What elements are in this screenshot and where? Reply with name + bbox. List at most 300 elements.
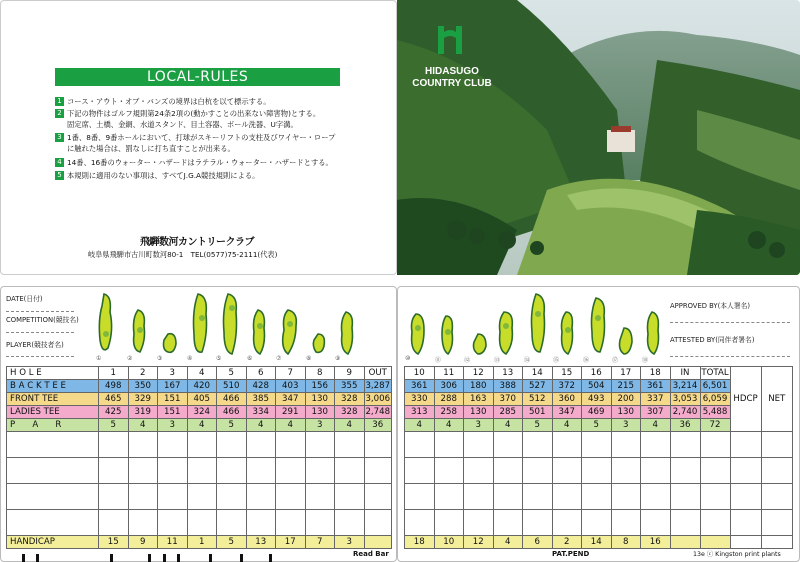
table-cell [523, 510, 553, 536]
table-cell: 403 [276, 380, 306, 393]
table-cell: FRONT TEE [7, 393, 99, 406]
player-line [6, 356, 74, 357]
table-cell [99, 484, 129, 510]
table-cell: 4 [128, 419, 158, 432]
table-cell [246, 510, 276, 536]
table-cell: 428 [246, 380, 276, 393]
hole-marker: ⑤ [216, 355, 222, 362]
table-cell [335, 458, 365, 484]
table-cell: 5 [582, 419, 612, 432]
club-name-line2: COUNTRY CLUB [412, 78, 492, 89]
table-cell: 527 [523, 380, 553, 393]
table-cell: 13 [493, 367, 523, 380]
table-cell [552, 510, 582, 536]
rule-item: 1 コース・アウト・オブ・バンズの境界は白杭を以て標示する。 [55, 97, 355, 107]
table-cell: 5 [99, 419, 129, 432]
table-cell [761, 484, 793, 510]
read-bar-mark [177, 554, 180, 562]
table-cell [187, 484, 217, 510]
table-cell: 4 [187, 367, 217, 380]
hole-marker: ④ [187, 355, 193, 362]
table-cell: 1 [99, 367, 129, 380]
table-cell [523, 458, 553, 484]
table-cell [187, 432, 217, 458]
table-cell [335, 484, 365, 510]
table-cell: 11 [434, 367, 464, 380]
handicap-row [7, 536, 392, 549]
table-cell [700, 484, 730, 510]
table-cell [7, 484, 99, 510]
table-cell: 4 [335, 419, 365, 432]
table-cell [305, 510, 335, 536]
table-cell: 329 [128, 393, 158, 406]
table-cell: 9 [335, 367, 365, 380]
rule-item-continuation: 固定席、土橋、金網、水道スタンド、目土容器、ボール洗器、U字溝。 [67, 120, 298, 129]
table-cell: 4 [493, 419, 523, 432]
table-cell: 4 [493, 536, 523, 549]
table-cell: HANDICAP [7, 536, 99, 549]
table-cell [434, 458, 464, 484]
table-cell: 4 [552, 419, 582, 432]
printer-credit: 13e ⓒ Kingston print plants [693, 551, 781, 558]
table-cell [670, 458, 700, 484]
table-cell [335, 510, 365, 536]
score-row [405, 510, 793, 536]
table-cell [670, 484, 700, 510]
table-cell: 5 [523, 419, 553, 432]
table-cell [493, 510, 523, 536]
hole-marker: ⑯ [583, 357, 590, 364]
table-cell: 288 [434, 393, 464, 406]
table-cell [611, 458, 641, 484]
table-cell: 163 [464, 393, 494, 406]
read-bar-mark [269, 554, 272, 562]
table-cell [158, 458, 188, 484]
hole-marker: ⑨ [335, 355, 341, 362]
table-cell [405, 484, 435, 510]
par-row [7, 419, 392, 432]
club-name-line1: HIDASUGO [425, 66, 479, 77]
table-cell [7, 458, 99, 484]
table-cell: 3,006 [365, 394, 391, 404]
table-cell: 2,740 [670, 406, 700, 419]
hole-marker: ⑦ [276, 355, 282, 362]
table-cell: 347 [552, 406, 582, 419]
table-cell: 420 [187, 380, 217, 393]
table-cell: 498 [99, 380, 129, 393]
table-cell [128, 432, 158, 458]
table-cell: 347 [276, 393, 306, 406]
table-cell [730, 484, 761, 510]
table-cell: 14 [582, 536, 612, 549]
table-cell: 360 [552, 393, 582, 406]
table-cell: 466 [217, 393, 247, 406]
table-cell: LADIES TEE [7, 406, 99, 419]
front-tee-row [7, 393, 392, 406]
table-cell [582, 458, 612, 484]
table-cell: 14 [523, 367, 553, 380]
table-cell [7, 432, 99, 458]
rule-item: 3 1番、8番、9番ホールにおいて、打球がスキーリフトの支柱及びワイヤー・ロープ [55, 133, 355, 143]
table-cell [761, 432, 793, 458]
table-cell: 16 [641, 536, 671, 549]
table-cell [246, 458, 276, 484]
table-cell: 3 [464, 419, 494, 432]
table-cell [276, 432, 306, 458]
table-cell: 469 [582, 406, 612, 419]
table-cell: 2,748 [365, 407, 391, 417]
hdcp-header: HDCP [730, 367, 761, 432]
hole-marker: ⑭ [524, 357, 531, 364]
table-cell [434, 432, 464, 458]
hole-marker: ⑬ [494, 357, 501, 364]
table-cell [364, 432, 392, 458]
table-cell [405, 510, 435, 536]
table-cell: 465 [99, 393, 129, 406]
table-cell: 512 [523, 393, 553, 406]
rule-item: 5 本規則に適用のない事項は、すべてJ.G.A競技規則による。 [55, 171, 355, 181]
table-cell: 167 [158, 380, 188, 393]
table-cell: 4 [187, 419, 217, 432]
table-cell: 130 [305, 393, 335, 406]
table-cell: 4 [405, 419, 435, 432]
table-cell: 4 [246, 419, 276, 432]
table-cell [641, 458, 671, 484]
table-cell: 306 [434, 380, 464, 393]
table-cell [582, 432, 612, 458]
read-bar-mark [110, 554, 113, 562]
score-row [405, 458, 793, 484]
table-cell: 36 [364, 419, 392, 432]
attested-line [670, 356, 790, 357]
local-rules-title: LOCAL-RULES [55, 68, 340, 86]
table-cell [552, 484, 582, 510]
hole-marker: ⑪ [435, 357, 442, 364]
hole-marker: ⑫ [464, 357, 471, 364]
table-cell: 200 [611, 393, 641, 406]
table-cell: 5,488 [700, 406, 730, 419]
table-cell [99, 432, 129, 458]
table-cell [761, 458, 793, 484]
table-cell [335, 432, 365, 458]
hole-marker: ⑧ [306, 355, 312, 362]
table-cell [582, 510, 612, 536]
table-cell [700, 432, 730, 458]
table-cell: 319 [128, 406, 158, 419]
read-bar-mark [148, 554, 151, 562]
table-cell: 10 [434, 536, 464, 549]
table-cell [730, 432, 761, 458]
table-cell [187, 458, 217, 484]
table-cell: TOTAL [701, 368, 729, 378]
table-cell: 12 [464, 536, 494, 549]
table-cell: 2 [128, 367, 158, 380]
table-cell [405, 432, 435, 458]
table-cell: 510 [217, 380, 247, 393]
table-cell [128, 510, 158, 536]
table-cell: 3 [335, 536, 365, 549]
table-cell: 7 [305, 536, 335, 549]
table-cell [730, 510, 761, 536]
table-cell [523, 484, 553, 510]
read-bar-label: Read Bar [353, 550, 389, 558]
table-cell: 370 [493, 393, 523, 406]
competition-line [6, 332, 74, 333]
table-cell [128, 484, 158, 510]
table-cell [246, 484, 276, 510]
table-cell: 8 [611, 536, 641, 549]
club-name-logo: 飛騨数河カントリークラブ [140, 237, 254, 248]
table-cell [523, 432, 553, 458]
table-cell [761, 536, 793, 549]
table-cell: 388 [493, 380, 523, 393]
read-bar-mark [22, 554, 25, 562]
club-emblem-icon [436, 22, 464, 56]
table-cell [364, 510, 392, 536]
table-cell: 151 [158, 406, 188, 419]
table-cell: 3,053 [670, 393, 700, 406]
hole-header: H O L E [7, 367, 99, 380]
table-cell: 6,501 [700, 380, 730, 393]
table-cell [464, 458, 494, 484]
pat-pend-label: PAT.PEND [552, 550, 590, 558]
table-cell: 6 [246, 367, 276, 380]
table-cell [187, 510, 217, 536]
table-cell [730, 536, 761, 549]
table-cell: B A C K T E E [7, 380, 99, 393]
hole-row [7, 367, 392, 380]
table-cell: 2 [552, 536, 582, 549]
table-cell: 4 [641, 419, 671, 432]
table-cell: 3 [305, 419, 335, 432]
scorecard-table-in [404, 366, 793, 549]
table-cell: 405 [187, 393, 217, 406]
table-cell [493, 484, 523, 510]
table-cell: 3,287 [365, 381, 391, 391]
table-cell [364, 484, 392, 510]
table-cell [305, 484, 335, 510]
table-cell: 18 [405, 536, 435, 549]
table-cell [217, 484, 247, 510]
table-cell [670, 510, 700, 536]
table-cell: 361 [641, 380, 671, 393]
table-cell: 313 [405, 406, 435, 419]
table-cell [405, 458, 435, 484]
table-cell: 156 [305, 380, 335, 393]
read-bar-mark [209, 554, 212, 562]
hole-marker: ② [127, 355, 133, 362]
table-cell: 291 [276, 406, 306, 419]
hole-marker: ③ [157, 355, 163, 362]
table-cell [158, 484, 188, 510]
table-cell [670, 536, 700, 549]
table-cell: 180 [464, 380, 494, 393]
table-cell: 504 [582, 380, 612, 393]
table-cell [670, 432, 700, 458]
table-cell: 18 [641, 367, 671, 380]
table-cell [217, 432, 247, 458]
table-cell [493, 458, 523, 484]
table-cell: 466 [217, 406, 247, 419]
attested-by-label: ATTESTED BY(同伴者署名) [670, 336, 755, 344]
hole-marker: ① [96, 355, 102, 362]
table-cell [552, 458, 582, 484]
table-cell: 130 [611, 406, 641, 419]
net-header: NET [761, 367, 793, 432]
table-cell [700, 458, 730, 484]
table-cell [99, 458, 129, 484]
hole-marker: ⑮ [553, 357, 560, 364]
table-cell [364, 536, 392, 549]
table-cell: 130 [464, 406, 494, 419]
table-cell [464, 432, 494, 458]
table-cell: 8 [305, 367, 335, 380]
table-cell: 4 [434, 419, 464, 432]
table-cell: 1 [187, 536, 217, 549]
table-cell: 5 [217, 536, 247, 549]
table-cell: 328 [335, 406, 365, 419]
hole-marker: ⑥ [247, 355, 253, 362]
table-cell [464, 510, 494, 536]
table-cell: 328 [335, 393, 365, 406]
table-cell [276, 484, 306, 510]
hole-layouts-in [406, 290, 666, 365]
table-cell: 4 [276, 419, 306, 432]
table-cell: 285 [493, 406, 523, 419]
table-cell: 372 [552, 380, 582, 393]
table-cell [217, 458, 247, 484]
table-cell: 15 [552, 367, 582, 380]
rule-item: 2 下記の物件はゴルフ規則第24条2項の(動かすことの出来ない障害物)とする。 [55, 109, 355, 119]
table-cell: 493 [582, 393, 612, 406]
table-cell [552, 432, 582, 458]
table-cell [641, 432, 671, 458]
table-cell: P A R [7, 419, 99, 432]
score-row [405, 484, 793, 510]
table-cell: 130 [305, 406, 335, 419]
table-cell: 258 [434, 406, 464, 419]
table-cell: 355 [335, 380, 365, 393]
table-cell: 3,214 [670, 380, 700, 393]
table-cell [7, 510, 99, 536]
table-cell: 350 [128, 380, 158, 393]
table-cell: 334 [246, 406, 276, 419]
ladies-tee-row [7, 406, 392, 419]
date-label: DATE(日付) [6, 295, 43, 303]
table-cell: 7 [276, 367, 306, 380]
table-cell [641, 510, 671, 536]
table-cell: 425 [99, 406, 129, 419]
table-cell [305, 432, 335, 458]
score-row [405, 432, 793, 458]
back-tee-row [7, 380, 392, 393]
rule-item-continuation: に触れた場合は、罰なしに打ち直すことが出来る。 [67, 144, 235, 153]
table-cell [434, 484, 464, 510]
table-cell: 6 [523, 536, 553, 549]
table-cell [99, 510, 129, 536]
table-cell: 330 [405, 393, 435, 406]
table-cell [158, 432, 188, 458]
competition-label: COMPETITION(競技名) [6, 316, 79, 324]
table-cell: 12 [464, 367, 494, 380]
handicap-row [405, 536, 793, 549]
table-cell: 361 [405, 380, 435, 393]
table-cell [276, 458, 306, 484]
date-line [6, 311, 74, 312]
table-cell: 307 [641, 406, 671, 419]
table-cell [246, 432, 276, 458]
table-cell [582, 484, 612, 510]
table-cell: 3 [158, 419, 188, 432]
table-cell: 5 [217, 419, 247, 432]
table-cell [217, 510, 247, 536]
table-cell: 11 [158, 536, 188, 549]
table-cell: 13 [246, 536, 276, 549]
scorecard-table-out [6, 366, 392, 549]
approved-line [670, 322, 790, 323]
table-cell [700, 536, 730, 549]
table-cell [364, 458, 392, 484]
table-cell: 324 [187, 406, 217, 419]
table-cell: 10 [405, 367, 435, 380]
table-cell: 5 [217, 367, 247, 380]
table-cell: 16 [582, 367, 612, 380]
table-cell: 72 [700, 419, 730, 432]
score-row [7, 432, 392, 458]
table-cell [641, 484, 671, 510]
table-cell [611, 484, 641, 510]
table-cell: 385 [246, 393, 276, 406]
table-cell: 151 [158, 393, 188, 406]
table-cell: 15 [99, 536, 129, 549]
table-cell [730, 458, 761, 484]
table-cell [128, 458, 158, 484]
rule-item: 4 14番、16番のウォーター・ハザードはラテラル・ウォーター・ハザードとする。 [55, 158, 355, 168]
table-cell: 215 [611, 380, 641, 393]
player-label: PLAYER(競技者名) [6, 341, 64, 349]
score-row [7, 510, 392, 536]
table-cell: OUT [364, 367, 392, 380]
table-cell [434, 510, 464, 536]
table-cell: 9 [128, 536, 158, 549]
table-cell [761, 510, 793, 536]
table-cell: 3 [611, 419, 641, 432]
hole-marker: ⑱ [642, 357, 649, 364]
hole-marker: ⑩ [405, 355, 411, 362]
table-cell: 6,059 [700, 393, 730, 406]
read-bar-mark [163, 554, 166, 562]
table-cell [305, 458, 335, 484]
read-bar-mark [240, 554, 243, 562]
table-cell [611, 432, 641, 458]
table-cell [158, 510, 188, 536]
table-cell [700, 510, 730, 536]
table-cell: 3 [158, 367, 188, 380]
table-cell [611, 510, 641, 536]
hole-marker: ⑰ [612, 357, 619, 364]
hole-layouts-out [88, 290, 373, 365]
score-row [7, 484, 392, 510]
table-cell [276, 510, 306, 536]
table-cell [493, 432, 523, 458]
approved-by-label: APPROVED BY(本人署名) [670, 302, 751, 310]
table-cell: 501 [523, 406, 553, 419]
hole-row [405, 367, 793, 380]
table-cell: IN [670, 367, 700, 380]
table-cell [464, 484, 494, 510]
table-cell: 17 [611, 367, 641, 380]
read-bar-mark [36, 554, 39, 562]
